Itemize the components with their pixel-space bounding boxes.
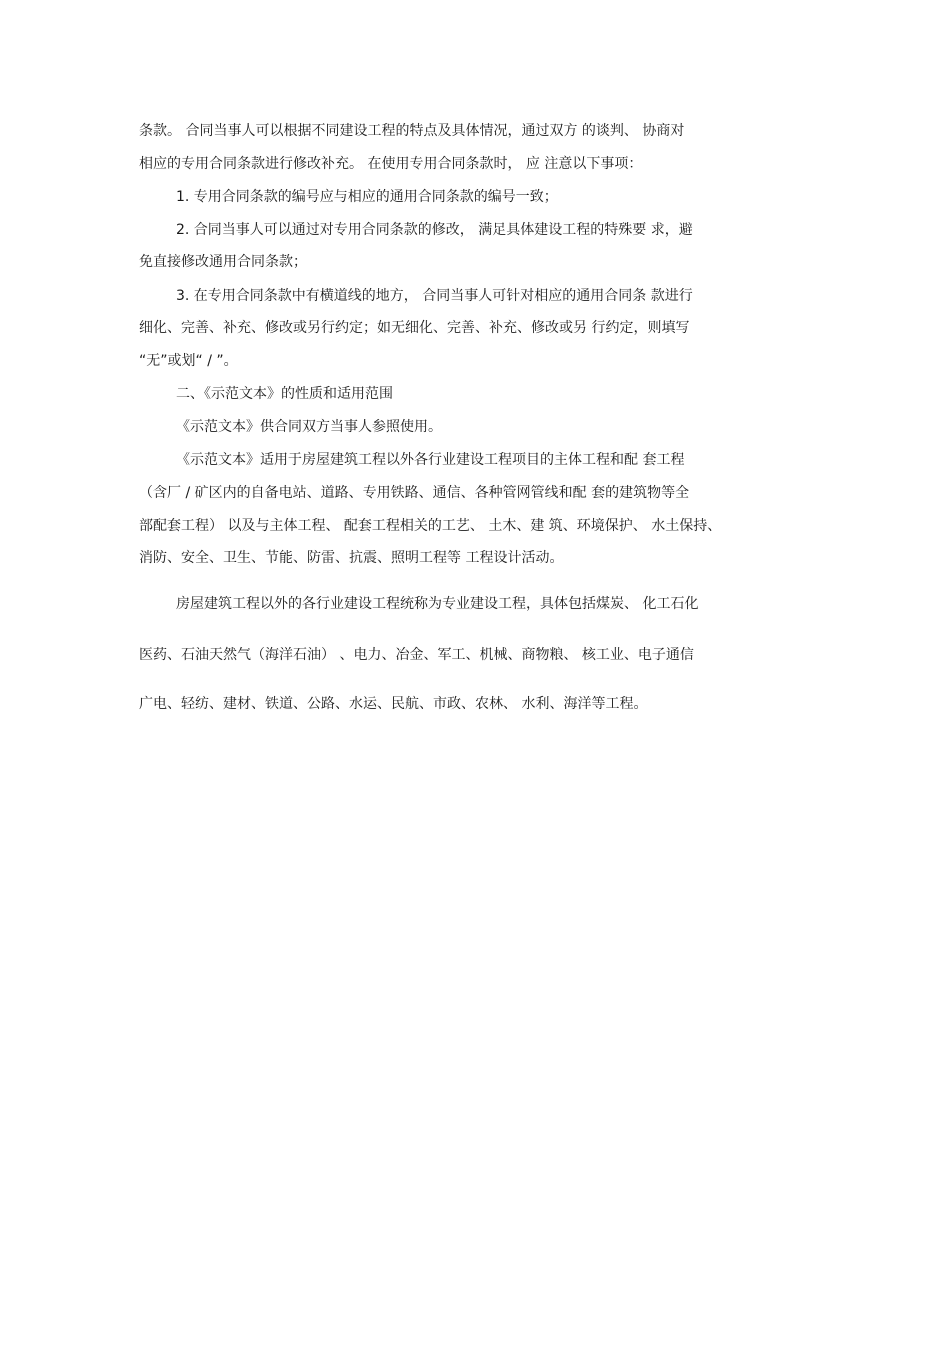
text-line: “无”或划“ / ”。 bbox=[139, 353, 238, 369]
section-heading: 二、《示范文本》的性质和适用范围 bbox=[176, 386, 393, 402]
text-line: （含厂 / 矿区内的自备电站、道路、专用铁路、通信、各种管网管线和配 套的建筑物等全 bbox=[139, 485, 690, 501]
text-line: 相应的专用合同条款进行修改补充。 在使用专用合同条款时， 应 注意以下事项： bbox=[139, 156, 643, 172]
text-line: 房屋建筑工程以外的各行业建设工程统称为专业建设工程，具体包括煤炭、 化工石化 bbox=[176, 596, 699, 612]
text-line: 部配套工程） 以及与主体工程、 配套工程相关的工艺、 土木、建 筑、环境保护、 水土保持、 bbox=[139, 518, 722, 534]
list-item: 2. 合同当事人可以通过对专用合同条款的修改， 满足具体建设工程的特殊要 求，避 bbox=[176, 222, 693, 238]
list-item: 3. 在专用合同条款中有横道线的地方， 合同当事人可针对相应的通用合同条 款进行 bbox=[176, 288, 693, 304]
text-line: 《示范文本》适用于房屋建筑工程以外各行业建设工程项目的主体工程和配 套工程 bbox=[176, 452, 685, 468]
text-line: 免直接修改通用合同条款； bbox=[139, 254, 307, 270]
list-item: 1. 专用合同条款的编号应与相应的通用合同条款的编号一致； bbox=[176, 189, 558, 205]
text-line: 医药、石油天然气（海洋石油） 、电力、冶金、军工、机械、商物粮、 核工业、电子通信 bbox=[139, 647, 694, 663]
text-line: 《示范文本》供合同双方当事人参照使用。 bbox=[176, 419, 442, 435]
text-line: 条款。 合同当事人可以根据不同建设工程的特点及具体情况，通过双方 的谈判、 协商对 bbox=[139, 123, 685, 139]
text-line: 消防、安全、卫生、节能、防雷、抗震、照明工程等 工程设计活动。 bbox=[139, 550, 564, 566]
text-line: 细化、完善、补充、修改或另行约定；如无细化、完善、补充、修改或另 行约定，则填写 bbox=[139, 320, 690, 336]
text-line: 广电、轻纺、建材、铁道、公路、水运、民航、市政、农林、 水利、海洋等工程。 bbox=[139, 696, 648, 712]
